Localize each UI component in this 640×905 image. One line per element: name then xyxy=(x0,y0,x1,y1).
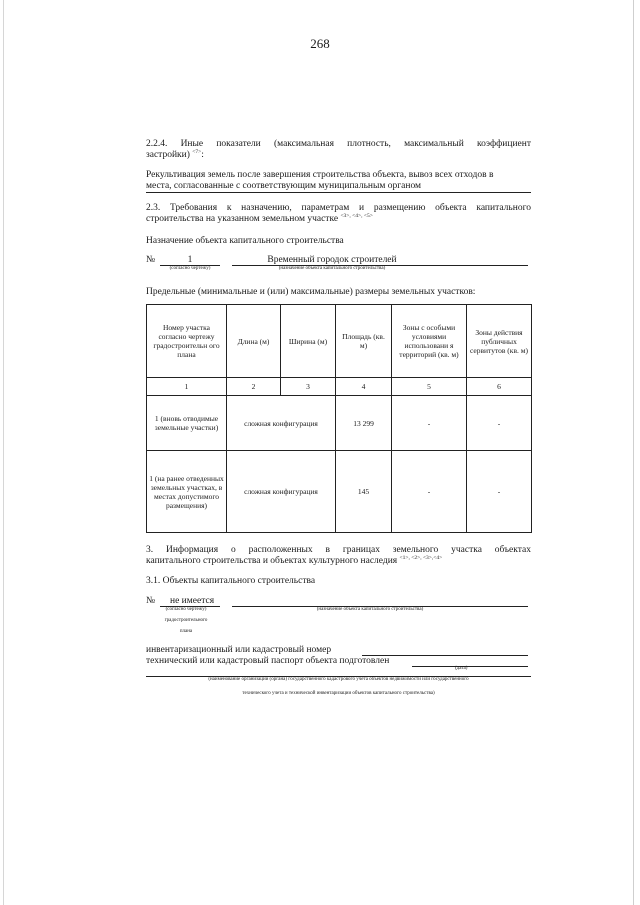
purpose-number: 1 xyxy=(187,255,193,265)
header-area: Площадь (кв. м) xyxy=(336,305,392,378)
special-zones-cell: - xyxy=(392,396,467,451)
purpose-value: Временный городок строителей xyxy=(267,255,397,265)
purpose-heading: Назначение объекта капитального строительства xyxy=(146,236,344,246)
area-cell: 145 xyxy=(336,451,392,533)
passport-date-underline xyxy=(412,666,528,667)
servitudes-cell: - xyxy=(467,451,532,533)
index-cell: 2 xyxy=(227,378,281,396)
objects-caption-left-3: плана xyxy=(179,629,193,634)
section-224-colon: : xyxy=(201,150,204,160)
land-plots-table xyxy=(146,304,532,533)
table-index-row xyxy=(147,378,532,396)
dimensions-cell: сложная конфигурация xyxy=(227,396,336,451)
page-edge-right xyxy=(633,0,634,905)
section-3-text: капитального строительства и объектах культурного наследия xyxy=(146,556,398,566)
index-cell: 4 xyxy=(336,378,392,396)
purpose-no-label: № xyxy=(146,255,156,265)
passport-label: технический или кадастровый паспорт объекта подготовлен xyxy=(146,656,390,666)
inventory-number-label: инвентаризационный или кадастровый номер xyxy=(146,645,332,655)
objects-caption-right: (назначение объекта капитального строительства) xyxy=(316,607,424,612)
page-edge-left xyxy=(3,0,4,905)
page-number: 268 xyxy=(310,36,330,51)
footnote-ref: <1>, <2>, <3>,<4> xyxy=(399,554,443,561)
recultivation-underline xyxy=(146,192,531,193)
date-caption: (дата) xyxy=(455,666,468,671)
plot-cell: 1 (на ранее отведенных земельных участках, в местах допустимого размещения) xyxy=(147,451,227,533)
objects-caption-left-1: (согласно чертежу) xyxy=(165,607,207,612)
organization-caption-line2: технического учета и технической инвентаризации объектов капитального строительства) xyxy=(242,691,435,696)
index-cell: 5 xyxy=(392,378,467,396)
footnote-ref: <3>, <4>, <5> xyxy=(340,212,373,219)
table-header-row xyxy=(147,305,532,378)
section-31-heading: 3.1. Объекты капитального строительства xyxy=(146,576,316,586)
section-3-line1: 3. Информация о расположенных в границах земельного участка объектах xyxy=(146,545,531,555)
special-zones-cell: - xyxy=(392,451,467,533)
section-3-line2 xyxy=(146,556,442,567)
section-224-text: застройки) xyxy=(146,150,190,160)
table-row xyxy=(147,396,532,451)
objects-no-label: № xyxy=(146,596,156,606)
index-cell: 3 xyxy=(281,378,336,396)
organization-caption-line1: (наименование организации (органа) государственного кадастрового учета объектов недвижимости или государственного xyxy=(208,677,469,682)
section-23-line2 xyxy=(146,214,373,225)
objects-value: не имеется xyxy=(170,596,215,606)
table-row xyxy=(147,451,532,533)
header-servitudes: Зоны действия публичных сервитутов (кв. м) xyxy=(467,305,532,378)
footnote-ref: <7> xyxy=(192,148,202,155)
plot-cell: 1 (вновь отводимые земельные участки) xyxy=(147,396,227,451)
limits-heading: Предельные (минимальные и (или) максимальные) размеры земельных участков: xyxy=(146,287,476,297)
servitudes-cell: - xyxy=(467,396,532,451)
index-cell: 6 xyxy=(467,378,532,396)
header-width: Ширина (м) xyxy=(281,305,336,378)
objects-caption-left-2: градостроительного xyxy=(164,618,208,623)
purpose-number-caption: (согласно чертежу) xyxy=(169,266,211,271)
section-224-line1: 2.2.4. Иные показатели (максимальная плотность, максимальный коэффициент xyxy=(146,139,531,149)
dimensions-cell: сложная конфигурация xyxy=(227,451,336,533)
header-length: Длина (м) xyxy=(227,305,281,378)
section-23-line1: 2.3. Требования к назначению, параметрам и размещению объекта капитального xyxy=(146,203,531,213)
section-23-text: строительства на указанном земельном участке xyxy=(146,214,339,224)
area-cell: 13 299 xyxy=(336,396,392,451)
purpose-value-caption: (назначение объекта капитального строительства) xyxy=(278,266,386,271)
header-special-zones: Зоны с особыми условиями использовани я территорий (кв. м) xyxy=(392,305,467,378)
section-224-line2 xyxy=(146,150,204,161)
recultivation-line2: места, согласованные с соответствующим муниципальным органом xyxy=(146,181,422,191)
header-plot-number: Номер участка согласно чертежу градостроительн ого плана xyxy=(147,305,227,378)
index-cell: 1 xyxy=(147,378,227,396)
recultivation-line1: Рекультивация земель после завершения строительства объекта, вывоз всех отходов в xyxy=(146,170,494,180)
